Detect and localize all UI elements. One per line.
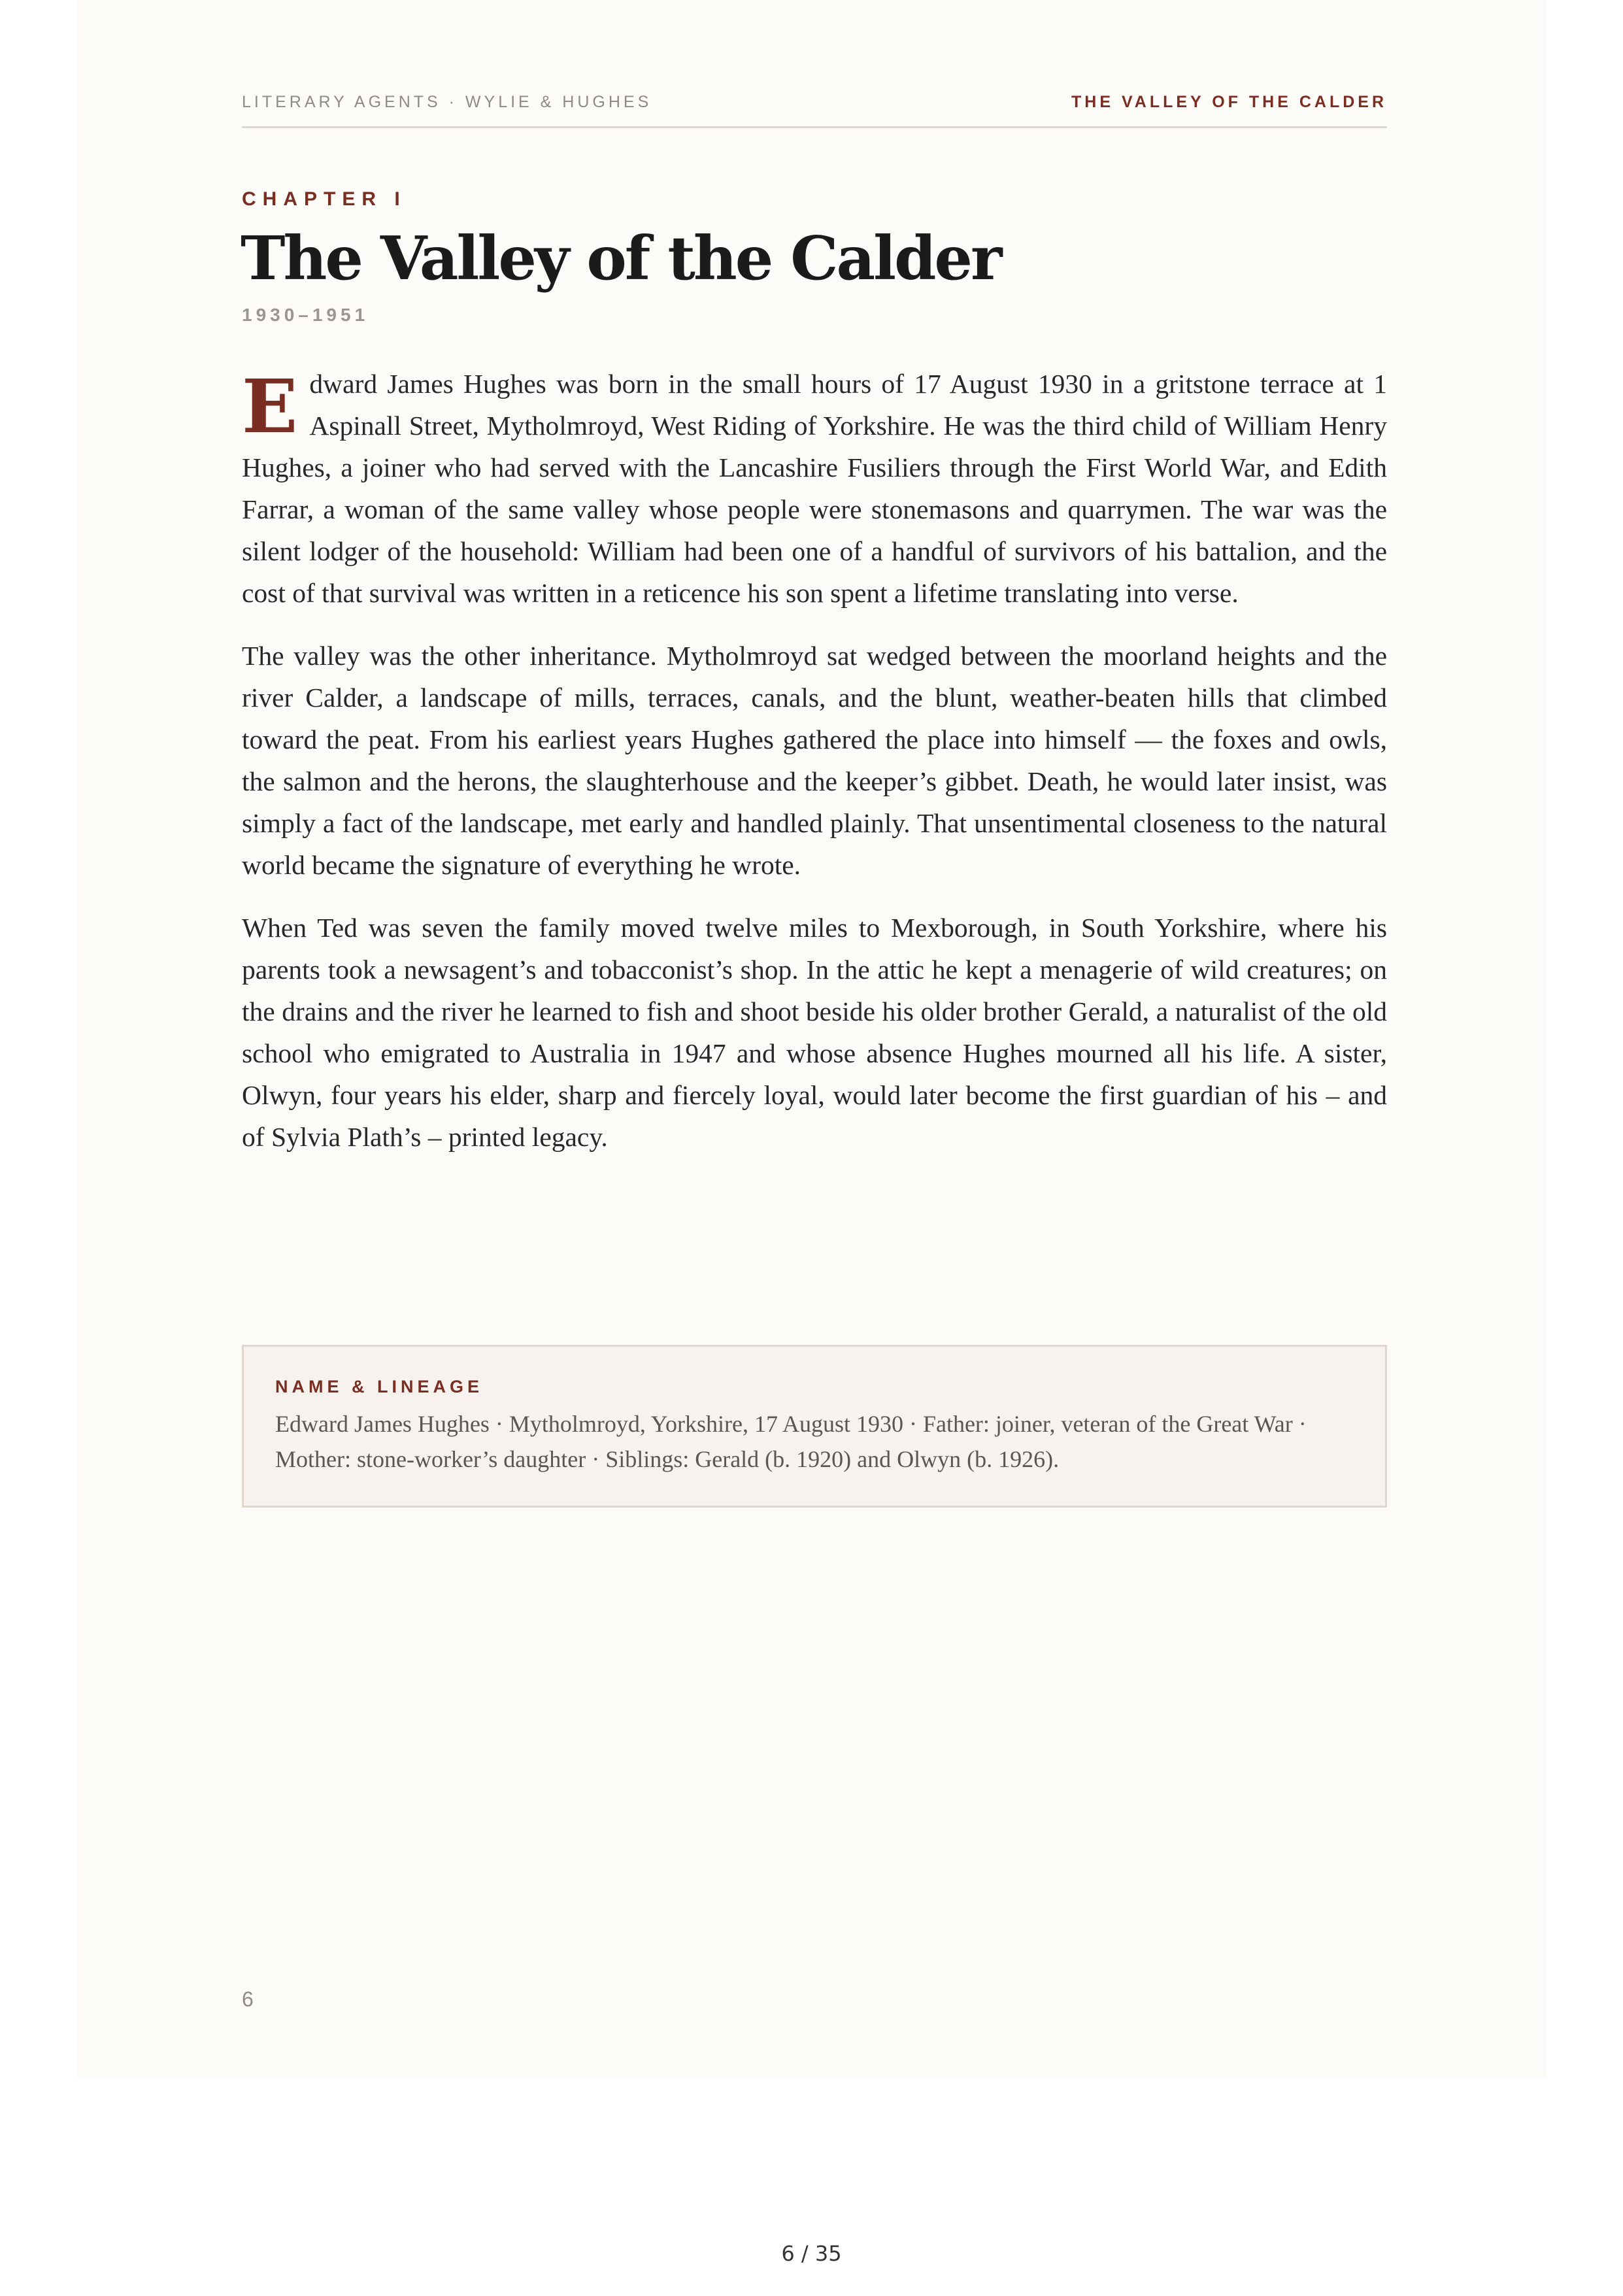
info-box-text: Edward James Hughes · Mytholmroyd, Yorkshire, 17 August 1930 · Father: joiner, veteran of the Great War · Mother: stone-worker’s daughter · Siblings: Gerald (b. 1920) and Olwyn (b. 1926). [275, 1411, 1307, 1472]
paragraph-2: The valley was the other inheritance. Mytholmroyd sat wedged between the moorland heights and the river Calder, a landscape of mills, terraces, canals, and the blunt, weather-beaten hills that climbed toward the peat. From his earliest years Hughes gathered the place into himself — the foxes and owls, the salmon and the herons, the slaughterhouse and the keeper’s gibbet. Death, he would later insist, was simply a fact of the landscape, met early and handled plainly. That unsentimental closeness to the natural world became the signature of everything he wrote. [242, 641, 1387, 880]
paragraph-1 [242, 363, 1387, 614]
chapter-years: 1930–1951 [242, 305, 369, 325]
paragraph-1-text: dward James Hughes was born in the small hours of 17 August 1930 in a gritstone terrace at 1 Aspinall Street, Mytholmroyd, West Riding of Yorkshire. He was the third child of William Henry Hughes, a joiner who had served with the Lancashire Fusiliers through the First World War, and Edith Farrar, a woman of the same valley whose people were stonemasons and quarrymen. The war was the silent lodger of the household: William had been one of a handful of survivors of his battalion, and the cost of that survival was written in a reticence his son spent a lifetime translating into verse. [242, 369, 1387, 608]
page-indicator: 6 / 35 [781, 2241, 842, 2266]
chapter-label: CHAPTER I [242, 188, 407, 210]
chapter-title: The Valley of the Calder [241, 223, 1001, 294]
page-number: 6 [242, 1987, 254, 2011]
name-lineage-box [242, 1345, 1387, 1508]
chapter-body [242, 363, 1387, 1179]
drop-cap: E [242, 364, 298, 450]
header-agency: LITERARY AGENTS · WYLIE & HUGHES [242, 93, 652, 111]
paragraph-3: When Ted was seven the family moved twelve miles to Mexborough, in South Yorkshire, where his parents took a newsagent’s and tobacconist’s shop. In the attic he kept a menagerie of wild creatures; on the drains and the river he learned to fish and shoot beside his older brother Gerald, a naturalist of the old school who emigrated to Australia in 1947 and whose absence Hughes mourned all his life. A sister, Olwyn, four years his elder, sharp and fiercely loyal, would later become the first guardian of his – and of Sylvia Plath’s – printed legacy. [242, 913, 1387, 1152]
header-chapter-title: THE VALLEY OF THE CALDER [1071, 93, 1387, 111]
info-box-label: NAME & LINEAGE [275, 1377, 484, 1396]
running-header [242, 92, 1387, 128]
